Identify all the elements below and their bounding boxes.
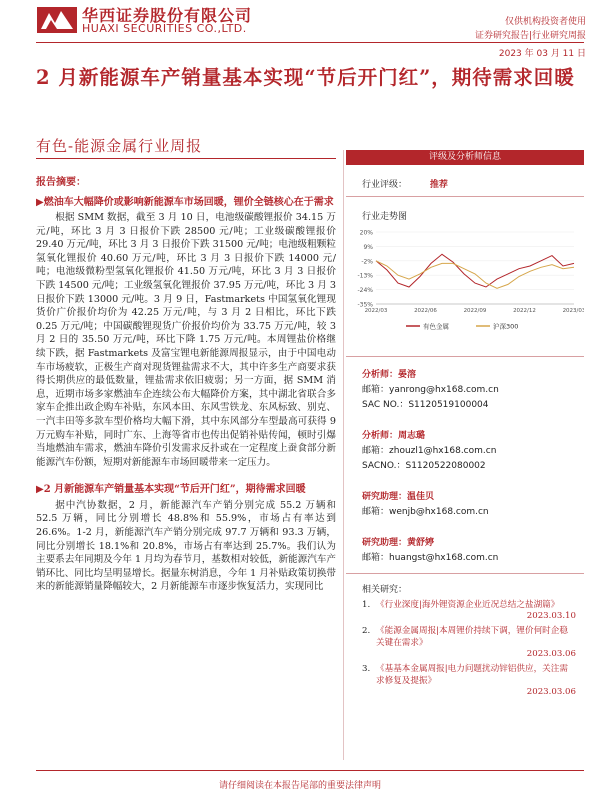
y-tick-label: -13% [357, 272, 373, 280]
y-tick-label: -24% [357, 287, 373, 295]
rating-box-title: 评级及分析师信息 [346, 150, 584, 165]
analyst-cert: S1120522080002 [405, 461, 486, 471]
email-label: 邮箱： [362, 553, 390, 563]
series-line-2 [376, 261, 574, 289]
analyst-name: 晏溶 [398, 370, 417, 380]
email-label: 邮箱： [362, 385, 390, 395]
y-tick-label: 20% [359, 229, 373, 237]
x-tick-label: 2022/03 [364, 308, 388, 314]
related-date: 2023.03.06 [526, 649, 576, 659]
industry-trend-chart [346, 226, 584, 346]
related-item[interactable]: 3. 《基基本金属周报|电力问题扰动锌铝供应，关注需求修复及提振》 [362, 664, 568, 686]
assistant-name: 温佳贝 [407, 492, 435, 502]
header-divider [36, 42, 584, 43]
analyst-email[interactable]: zhouzl1@hx168.com.cn [389, 446, 497, 456]
section1-body: 根据 SMM 数据，截至 3 月 10 日，电池级碳酸锂报价 34.15 万元/吨，环比 3 月 3 日报价下跌 28500 元/吨；工业级碳酸锂报价 29.40 万元/吨，环比 3 月 3 日报价下跌 31500 元/吨；电池级粗颗粒氢氧化锂报价 40.60 万元/吨，环比 3 月 3 日报价下跌 14000 元/吨；电池级微粉型氢氧化锂报价 41.50 万元/吨，环比 3 月 3 日报价下跌 14500 元/吨；工业级氢氧化锂报价 37.95 万元/吨，环比 3 月 3 日报价下跌 13000 元/吨。3 月 9 日，Fastmarkets 中国氢氧化锂现货价广价报价均价为 42.25 万元/吨，与 3 月 2 日相比，环比下跌 0.25 万元/吨；中国碳酸锂现货广价报价均价为 33.75 万元/吨，较 3 月 2 日的 35.50 万元/吨，环比下降 1.75 万元/吨。本周锂盐价格继续下跌，据 Fastmarkets 及富宝锂电新能源周报显示，由于中国电动车市场疲软，正极生产商对现货锂盐需求不大，其中许多生产商要求获得长期供应的最低数量，锂盐需求依旧疲弱；另一方面，据 SMM 消息，近期市场多家燃油车企连续公布大幅降价方案，其中湖北省联合多家车企推出政企购车补贴，东风本田、东风雪铁龙、东风标致、别克、一汽丰田等多款车型价格均大幅下滑，其中东风部分车型最高可获得 9 万元购车补贴，同时广东、上海等省市也传出促销补贴传闻，顿时引爆当地燃油车需求，燃油车降价引发需求反扑或在一定程度上蚕食部分新能源汽车份额，短期对新能源车市场回暖带来一定压力。 [36, 212, 336, 468]
assistant-role: 研究助理： [362, 538, 408, 548]
related-label: 相关研究： [362, 585, 408, 595]
assistant-role: 研究助理： [362, 492, 408, 502]
related-date: 2023.03.06 [526, 687, 576, 697]
section2-body: 据中汽协数据，2 月，新能源汽车产销分别完成 55.2 万辆和 52.5 万辆，同比分别增长 48.8%和 55.9%，市场占有率达到 26.6%。1-2 月，新能源汽车产销分别完成 97.7 万辆和 93.3 万辆，同比分别增长 18.1%和 20.8%，市场占有率达到 25.7%。我们认为主要系去年同期及今年 1 月均为春节月，基数相对较低，新能源汽车产销环比、同比均呈明显增长。据量东树消息，今年 1 月补贴政策切换带来的新能源销量降幅较大，2 月新能源车市逐步恢复活力，实现同比 [36, 499, 337, 593]
report-subtitle: 有色-能源金属行业周报 [36, 137, 203, 155]
column-divider [343, 150, 344, 760]
footer-divider [36, 770, 584, 771]
x-tick-label: 2022/12 [513, 308, 536, 314]
section1-heading: ▶燃油车大幅降价或影响新能源车市场回暖，锂价全链核心在于需求 [36, 196, 334, 208]
related-date: 2023.03.10 [526, 611, 576, 621]
cert-label: SACNO.： [362, 461, 406, 471]
huaxi-logo-icon [37, 7, 77, 33]
x-tick-label: 2022/06 [414, 308, 437, 314]
section2-heading: ▶2 月新能源车产销量基本实现“节后开门红”，期待需求回暖 [36, 484, 306, 496]
x-tick-label: 2022/09 [463, 308, 487, 314]
analyst-cert: S1120519100004 [408, 400, 489, 410]
assistant-name: 黄舒婷 [407, 538, 435, 548]
report-title: 2 月新能源车产销量基本实现“节后开门红”，期待需求回暖 [36, 66, 575, 89]
related-item[interactable]: 2. 《能源金属周报|本周锂价持续下调，锂价何时企稳关键在需求》 [362, 626, 568, 648]
email-label: 邮箱： [362, 446, 390, 456]
audience-note: 仅供机构投资者使用 [504, 17, 586, 27]
report-type: 证券研究报告|行业研究周报 [474, 31, 586, 41]
analyst-role: 分析师： [362, 370, 399, 380]
chart-title: 行业走势图 [362, 212, 408, 222]
rating-value: 推荐 [429, 180, 448, 190]
cert-label: SAC NO.： [362, 400, 409, 410]
assistant-email[interactable]: huangst@hx168.com.cn [389, 553, 499, 563]
legal-notice: 请仔细阅读在本报告尾部的重要法律声明 [218, 781, 381, 791]
analyst-email[interactable]: yanrong@hx168.com.cn [389, 385, 499, 395]
legend-label: 有色金属 [423, 322, 449, 331]
report-date: 2023 年 03 月 11 日 [498, 49, 586, 59]
legend-label: 沪深300 [493, 322, 519, 331]
related-item[interactable]: 1. 《行业深度|海外锂资源企业近况总结之盐湖篇》 [362, 600, 560, 610]
brand-name-cn: 华西证券股份有限公司 [82, 6, 253, 25]
report-body [36, 176, 336, 594]
y-tick-label: -35% [357, 301, 373, 309]
analyst-list [346, 367, 584, 563]
y-tick-label: 9% [363, 243, 373, 251]
email-label: 邮箱： [362, 507, 390, 517]
subtitle-divider [36, 158, 336, 159]
analyst-role: 分析师： [362, 431, 399, 441]
related-research [346, 582, 584, 697]
y-tick-label: -2% [361, 258, 373, 266]
rating-label: 行业评级： [362, 180, 408, 190]
x-tick-label: 2023/03 [562, 308, 584, 314]
assistant-email[interactable]: wenjb@hx168.com.cn [389, 507, 489, 517]
series-line-1 [376, 254, 574, 287]
brand-name-en: HUAXI SECURITIES CO.,LTD. [82, 22, 247, 35]
info-sidebar [346, 150, 584, 697]
abstract-label: 报告摘要： [36, 177, 86, 188]
analyst-name: 周志璐 [398, 431, 426, 441]
